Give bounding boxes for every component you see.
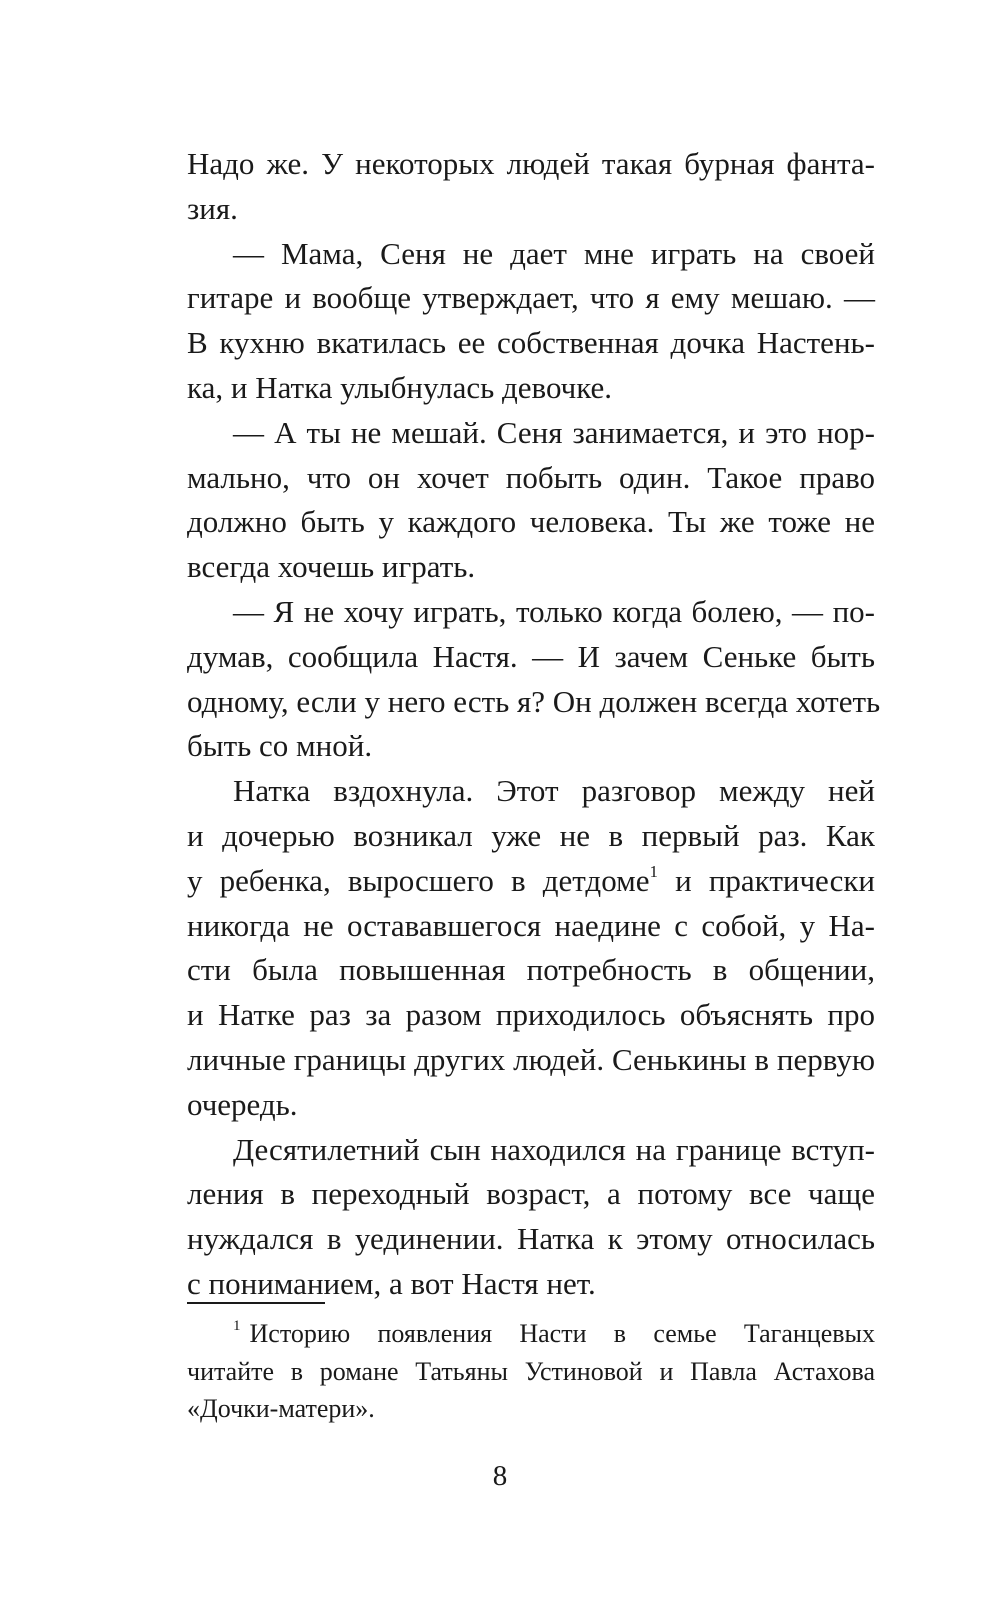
text-line: очередь. bbox=[187, 1086, 298, 1122]
text-line: должно быть у каждого человека. Ты же тоже не bbox=[187, 504, 875, 540]
text-line: — А ты не мешай. Сеня занимается, и это нор- bbox=[233, 414, 875, 450]
text-line: ления в переходный возраст, а потому все чаще bbox=[187, 1176, 875, 1212]
footnote-line: «Дочки-матери». bbox=[187, 1394, 375, 1423]
page-number: 8 bbox=[492, 1460, 508, 1492]
text-line: быть со мной. bbox=[187, 728, 373, 764]
text-segment: у ребенка, выросшего в детдоме bbox=[187, 862, 650, 898]
footnote-reference[interactable]: 1 bbox=[649, 861, 658, 881]
text-line: — Я не хочу играть, только когда болею, — по- bbox=[233, 593, 875, 629]
footnote-mark: 1 bbox=[233, 1318, 241, 1334]
text-line: всегда хочешь играть. bbox=[187, 549, 476, 585]
text-line-with-footnote-ref bbox=[187, 859, 875, 904]
footnote-text: Историю появления Насти в семье Таганцевых bbox=[249, 1319, 875, 1348]
text-line: зия. bbox=[187, 190, 238, 226]
text-line: думав, сообщила Настя. — И зачем Сеньке быть bbox=[187, 638, 875, 674]
text-line: с пониманием, а вот Настя нет. bbox=[187, 1265, 596, 1301]
text-line: мально, что он хочет побыть один. Такое право bbox=[187, 459, 875, 495]
text-line: ка, и Натка улыбнулась девочке. bbox=[187, 369, 613, 405]
text-line: В кухню вкатилась ее собственная дочка Настень- bbox=[187, 325, 875, 361]
text-segment: и практически bbox=[658, 862, 876, 898]
text-line: личные границы других людей. Сенькины в первую bbox=[187, 1041, 875, 1077]
text-line: и Натке раз за разом приходилось объяснять про bbox=[187, 997, 875, 1033]
text-line: никогда не остававшегося наедине с собой, у На- bbox=[187, 907, 875, 943]
text-line: и дочерью возникал уже не в первый раз. Как bbox=[187, 817, 875, 853]
text-line: — Мама, Сеня не дает мне играть на своей bbox=[233, 235, 875, 271]
text-line: Натка вздохнула. Этот разговор между ней bbox=[233, 773, 875, 809]
footnote bbox=[187, 1315, 875, 1428]
text-line: нуждался в уединении. Натка к этому относилась bbox=[187, 1221, 875, 1257]
text-line: Десятилетний сын находился на границе вступ- bbox=[233, 1131, 875, 1167]
text-line: Надо же. У некоторых людей такая бурная фанта- bbox=[187, 146, 875, 181]
text-line: сти была повышенная потребность в общении, bbox=[187, 952, 875, 988]
footnote-line bbox=[187, 1315, 875, 1353]
body-text bbox=[187, 142, 881, 1307]
text-line: одному, если у него есть я? Он должен всегда хотеть bbox=[187, 683, 881, 719]
footnote-divider bbox=[187, 1302, 325, 1304]
footnote-line: читайте в романе Татьяны Устиновой и Павла Астахова bbox=[187, 1356, 875, 1386]
text-line: гитаре и вообще утверждает, что я ему мешаю. — bbox=[187, 280, 875, 316]
